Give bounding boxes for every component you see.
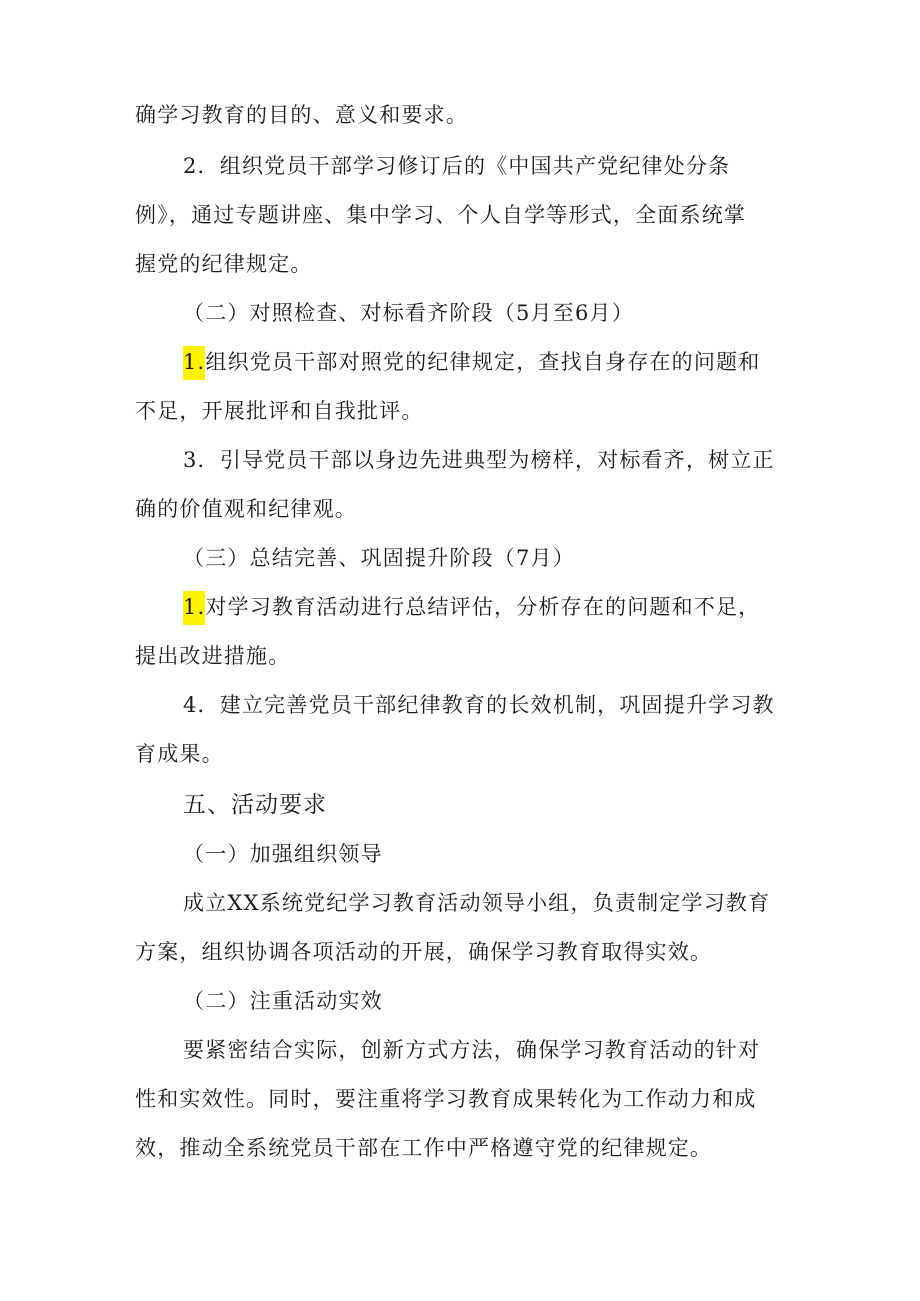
subsection-heading: （一）加强组织领导 <box>183 842 383 866</box>
paragraph-line: 性和实效性。同时，要注重将学习教育成果转化为工作动力和成 <box>135 1087 757 1111</box>
paragraph-line: 提出改进措施。 <box>135 644 291 668</box>
paragraph-line <box>183 592 760 622</box>
stage-heading: （三）总结完善、巩固提升阶段（7月） <box>183 546 575 570</box>
paragraph-line: 成立XX系统党纪学习教育活动领导小组，负责制定学习教育 <box>183 891 771 915</box>
stage-heading: （二）对照检查、对标看齐阶段（5月至6月） <box>183 301 634 325</box>
section-heading: 五、活动要求 <box>183 792 327 818</box>
highlighted-number: 1. <box>183 346 205 380</box>
highlighted-number: 1. <box>183 591 205 625</box>
paragraph-line: 3．引导党员干部以身边先进典型为榜样，对标看齐，树立正 <box>183 448 775 472</box>
paragraph-line: 例》，通过专题讲座、集中学习、个人自学等形式，全面系统掌 <box>135 203 747 227</box>
paragraph-line: 确的价值观和纪律观。 <box>135 497 357 521</box>
paragraph-line: 2．组织党员干部学习修订后的《中国共产党纪律处分条 <box>183 154 731 178</box>
paragraph-line: 不足，开展批评和自我批评。 <box>135 399 424 423</box>
paragraph-line: 要紧密结合实际，创新方式方法，确保学习教育活动的针对 <box>183 1038 761 1062</box>
paragraph-line: 育成果。 <box>135 742 224 766</box>
paragraph-line <box>183 347 760 377</box>
paragraph-line: 4．建立完善党员干部纪律教育的长效机制，巩固提升学习教 <box>183 693 775 717</box>
subsection-heading: （二）注重活动实效 <box>183 989 383 1013</box>
paragraph-line: 确学习教育的目的、意义和要求。 <box>135 103 468 127</box>
paragraph-text: 组织党员干部对照党的纪律规定，查找自身存在的问题和 <box>205 350 761 374</box>
paragraph-text: 对学习教育活动进行总结评估，分析存在的问题和不足， <box>205 595 761 619</box>
paragraph-line: 握党的纪律规定。 <box>135 252 313 276</box>
paragraph-line: 方案，组织协调各项活动的开展，确保学习教育取得实效。 <box>135 940 713 964</box>
paragraph-line: 效，推动全系统党员干部在工作中严格遵守党的纪律规定。 <box>135 1136 713 1160</box>
